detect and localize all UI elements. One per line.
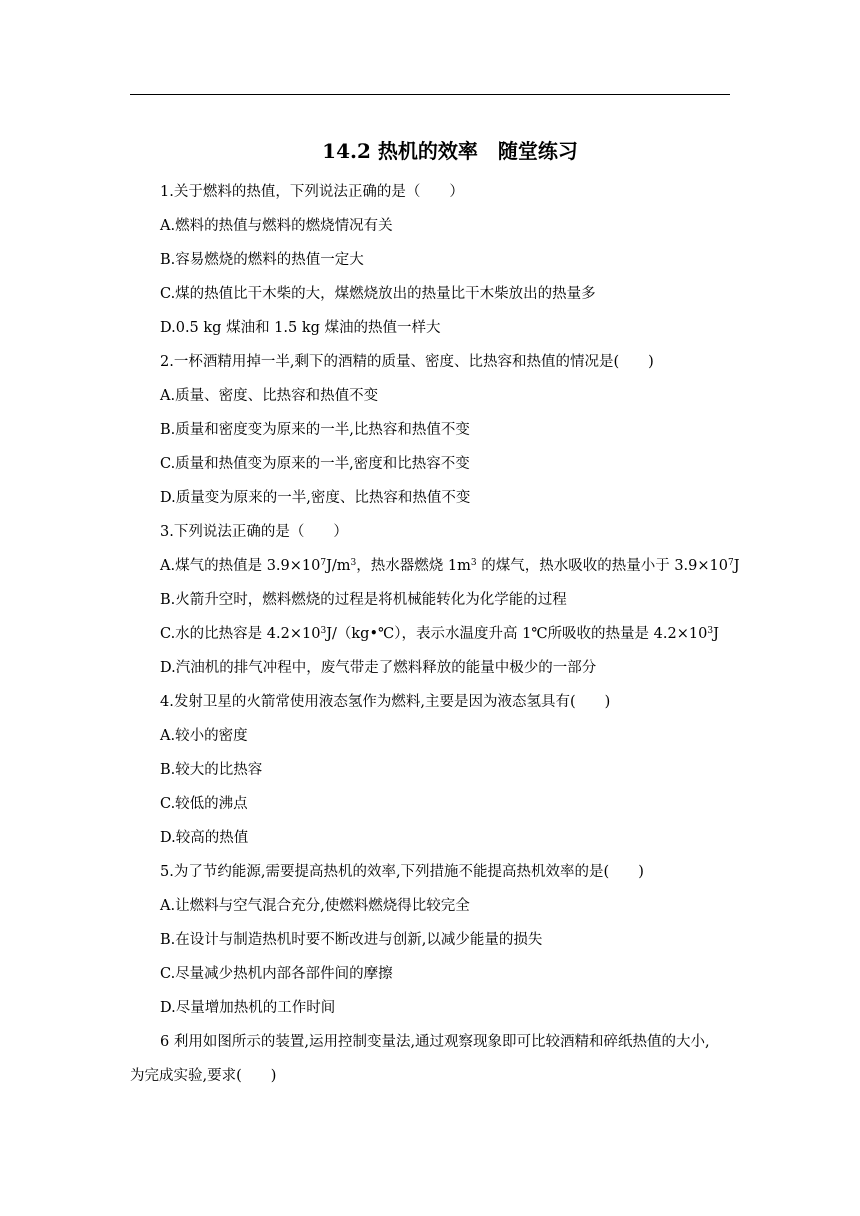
question-4-option-d: D.较高的热值 xyxy=(160,830,249,846)
question-3-option-c xyxy=(130,617,730,651)
question-5-option-a: A.让燃料与空气混合充分,使燃料燃烧得比较完全 xyxy=(160,898,470,914)
exponent: 7 xyxy=(728,558,734,568)
exponent: 3 xyxy=(350,558,357,568)
question-5-option-d: D.尽量增加热机的工作时间 xyxy=(160,1000,336,1016)
question-6-stem-line-1: 6 利用如图所示的装置,运用控制变量法,通过观察现象即可比较酒精和碎纸热值的大小, xyxy=(160,1034,710,1050)
question-2-option-d: D.质量变为原来的一半,密度、比热容和热值不变 xyxy=(160,490,471,506)
question-5-option-c: C.尽量减少热机内部各部件间的摩擦 xyxy=(160,966,393,982)
exponent: 7 xyxy=(320,558,327,568)
text-segment: J/（kg•℃），表示水温度升高 1℃所吸收的热量是 4.2×10 xyxy=(326,626,708,642)
question-5-option-b: B.在设计与制造热机时要不断改进与创新,以减少能量的损失 xyxy=(160,932,543,948)
header-rule xyxy=(130,94,730,95)
question-1-option-d: D.0.5 kg 煤油和 1.5 kg 煤油的热值一样大 xyxy=(160,320,441,336)
question-2-option-c: C.质量和热值变为原来的一半,密度和比热容不变 xyxy=(160,456,470,472)
text-segment: 的煤气，热水吸收的热量小于 3.9×10 xyxy=(476,558,728,574)
document-title: 14.2 热机的效率 随堂练习 xyxy=(322,139,578,163)
question-3-stem: 3.下列说法正确的是（ ） xyxy=(160,524,348,540)
exponent: 3 xyxy=(470,558,477,568)
text-segment: J/m xyxy=(326,558,351,574)
text-segment: ，热水器燃烧 1m xyxy=(356,558,471,574)
exponent: 3 xyxy=(707,626,714,636)
text-segment: C.水的比热容是 4.2×10 xyxy=(160,626,321,642)
question-5-stem: 5.为了节约能源,需要提高热机的效率,下列措施不能提高热机效率的是( ) xyxy=(160,864,644,880)
question-2-option-b: B.质量和密度变为原来的一半,比热容和热值不变 xyxy=(160,422,470,438)
question-6-stem-line-2: 为完成实验,要求( ) xyxy=(130,1068,277,1084)
text-segment: J xyxy=(733,558,740,574)
question-3-option-a xyxy=(130,549,740,583)
question-2-stem: 2.一杯酒精用掉一半,剩下的酒精的质量、密度、比热容和热值的情况是( ) xyxy=(160,354,654,370)
question-4-option-b: B.较大的比热容 xyxy=(160,762,263,778)
question-4-option-c: C.较低的沸点 xyxy=(160,796,248,812)
question-3-option-b: B.火箭升空时，燃料燃烧的过程是将机械能转化为化学能的过程 xyxy=(160,592,567,608)
question-3-option-d: D.汽油机的排气冲程中，废气带走了燃料释放的能量中极少的一部分 xyxy=(160,660,597,676)
text-segment: J xyxy=(713,626,719,642)
question-4-option-a: A.较小的密度 xyxy=(160,728,248,744)
question-2-option-a: A.质量、密度、比热容和热值不变 xyxy=(160,388,379,404)
question-1-option-c: C.煤的热值比干木柴的大，煤燃烧放出的热量比干木柴放出的热量多 xyxy=(160,286,596,302)
text-segment: A.煤气的热值是 3.9×10 xyxy=(160,558,321,574)
question-1-option-b: B.容易燃烧的燃料的热值一定大 xyxy=(160,252,364,268)
question-4-stem: 4.发射卫星的火箭常使用液态氢作为燃料,主要是因为液态氢具有( ) xyxy=(160,694,611,710)
exponent: 3 xyxy=(320,626,327,636)
question-1-option-a: A.燃料的热值与燃料的燃烧情况有关 xyxy=(160,218,393,234)
question-1-stem: 1.关于燃料的热值，下列说法正确的是（ ） xyxy=(160,184,464,200)
question-list xyxy=(130,175,740,1093)
